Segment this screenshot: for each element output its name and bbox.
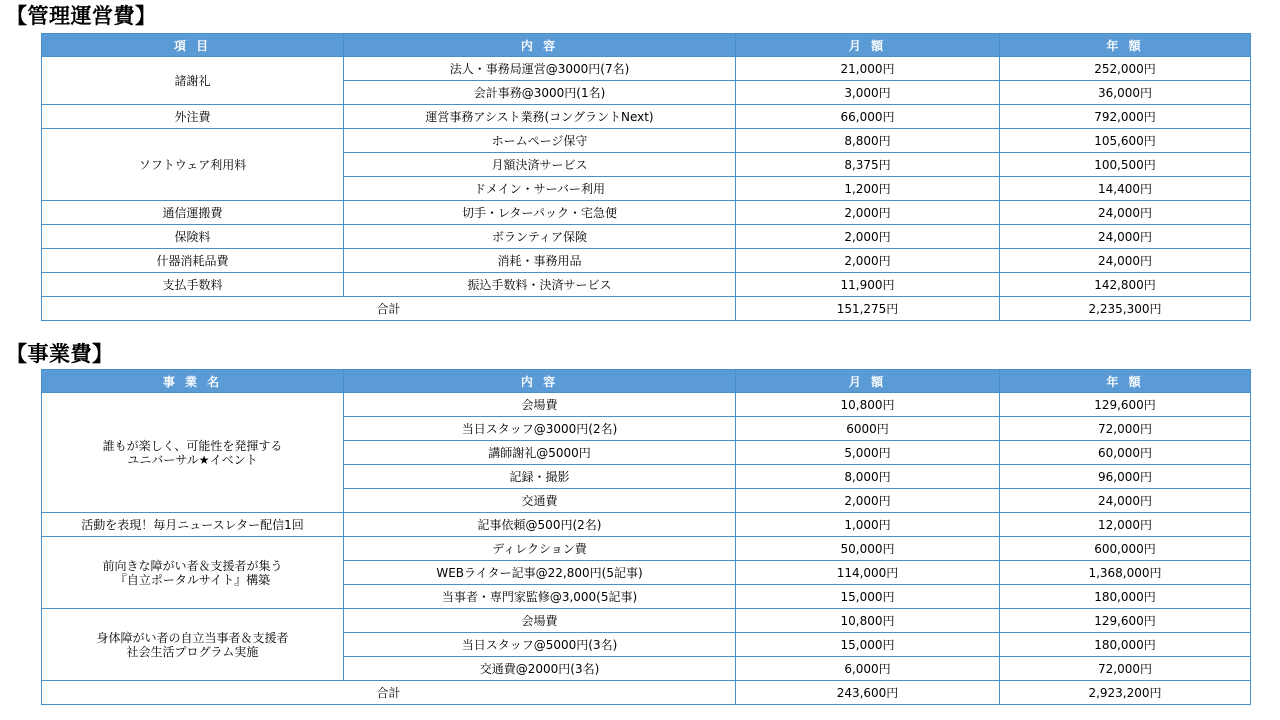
annual-cell: 180,000円 (1000, 585, 1251, 609)
total-row (42, 681, 1251, 705)
monthly-cell: 114,000円 (736, 561, 1000, 585)
biz-section-title: 【事業費】 (6, 342, 114, 366)
item-label-line: 『自立ポータルサイト』構築 (114, 572, 271, 587)
item-label-line: 前向きな障がい者＆支援者が集う (102, 558, 283, 573)
total-row (42, 297, 1251, 321)
annual-cell: 792,000円 (1000, 105, 1251, 129)
annual-cell: 96,000円 (1000, 465, 1251, 489)
item-label-line: ソフトウェア利用料 (138, 157, 247, 172)
row-item-cell (42, 537, 344, 609)
monthly-cell: 1,200円 (736, 177, 1000, 201)
total-annual: 2,923,200円 (1000, 681, 1251, 705)
header-annual: 年 額 (1000, 370, 1251, 393)
content-cell: 月額決済サービス (344, 153, 736, 177)
content-cell: 振込手数料・決済サービス (344, 273, 736, 297)
content-cell: 会計事務@3000円(1名) (344, 81, 736, 105)
row-item-cell (42, 609, 344, 681)
header-item: 項 目 (42, 34, 344, 57)
annual-cell: 600,000円 (1000, 537, 1251, 561)
monthly-cell: 8,375円 (736, 153, 1000, 177)
header-monthly: 月 額 (736, 34, 1000, 57)
annual-cell: 105,600円 (1000, 129, 1251, 153)
row-item-cell (42, 225, 344, 249)
table-row (42, 57, 1251, 81)
content-cell: 講師謝礼@5000円 (344, 441, 736, 465)
monthly-cell: 50,000円 (736, 537, 1000, 561)
annual-cell: 60,000円 (1000, 441, 1251, 465)
item-label-line: 外注費 (174, 109, 211, 124)
item-label-line: 社会生活プログラム実施 (126, 644, 259, 659)
row-item-cell (42, 57, 344, 105)
table-header-row (42, 34, 1251, 57)
row-item-cell (42, 201, 344, 225)
total-annual: 2,235,300円 (1000, 297, 1251, 321)
annual-cell: 100,500円 (1000, 153, 1251, 177)
content-cell: ホームページ保守 (344, 129, 736, 153)
item-label-line: 什器消耗品費 (156, 253, 229, 268)
content-cell: 消耗・事務用品 (344, 249, 736, 273)
table-row (42, 249, 1251, 273)
content-cell: ボランティア保険 (344, 225, 736, 249)
header-annual: 年 額 (1000, 34, 1251, 57)
content-cell: WEBライター記事@22,800円(5記事) (344, 561, 736, 585)
content-cell: 法人・事務局運営@3000円(7名) (344, 57, 736, 81)
annual-cell: 72,000円 (1000, 417, 1251, 441)
biz-cost-table (41, 369, 1251, 705)
monthly-cell: 21,000円 (736, 57, 1000, 81)
total-monthly: 243,600円 (736, 681, 1000, 705)
header-monthly: 月 額 (736, 370, 1000, 393)
content-cell: 交通費@2000円(3名) (344, 657, 736, 681)
content-cell: 切手・レターパック・宅急便 (344, 201, 736, 225)
annual-cell: 12,000円 (1000, 513, 1251, 537)
item-label-line: 活動を表現！毎月ニュースレター配信1回 (81, 517, 304, 532)
content-cell: ディレクション費 (344, 537, 736, 561)
monthly-cell: 15,000円 (736, 633, 1000, 657)
mgmt-cost-table (41, 33, 1251, 321)
annual-cell: 180,000円 (1000, 633, 1251, 657)
header-project: 事 業 名 (42, 370, 344, 393)
table-row (42, 129, 1251, 153)
annual-cell: 252,000円 (1000, 57, 1251, 81)
item-label-line: 身体障がい者の自立当事者＆支援者 (96, 630, 289, 645)
table-row (42, 609, 1251, 633)
monthly-cell: 10,800円 (736, 609, 1000, 633)
item-label-line: 保険料 (174, 229, 211, 244)
monthly-cell: 10,800円 (736, 393, 1000, 417)
item-label-line: 支払手数料 (162, 277, 223, 292)
header-content: 内 容 (344, 370, 736, 393)
row-item-cell (42, 393, 344, 513)
table-row (42, 393, 1251, 417)
monthly-cell: 15,000円 (736, 585, 1000, 609)
monthly-cell: 2,000円 (736, 249, 1000, 273)
row-item-cell (42, 249, 344, 273)
total-monthly: 151,275円 (736, 297, 1000, 321)
content-cell: 会場費 (344, 393, 736, 417)
monthly-cell: 6000円 (736, 417, 1000, 441)
content-cell: 当日スタッフ@3000円(2名) (344, 417, 736, 441)
item-label-line: 通信運搬費 (162, 205, 223, 220)
table-row (42, 201, 1251, 225)
monthly-cell: 2,000円 (736, 489, 1000, 513)
row-item-cell (42, 513, 344, 537)
monthly-cell: 2,000円 (736, 201, 1000, 225)
annual-cell: 129,600円 (1000, 609, 1251, 633)
annual-cell: 1,368,000円 (1000, 561, 1251, 585)
table-header-row (42, 370, 1251, 393)
monthly-cell: 2,000円 (736, 225, 1000, 249)
monthly-cell: 3,000円 (736, 81, 1000, 105)
table-row (42, 225, 1251, 249)
total-label: 合計 (42, 681, 736, 705)
monthly-cell: 11,900円 (736, 273, 1000, 297)
content-cell: 交通費 (344, 489, 736, 513)
annual-cell: 24,000円 (1000, 201, 1251, 225)
content-cell: 当事者・専門家監修@3,000(5記事) (344, 585, 736, 609)
item-label-line: 誰もが楽しく、可能性を発揮する (102, 438, 283, 453)
item-label-line: ユニバーサル★イベント (127, 452, 258, 467)
content-cell: 記事依頼@500円(2名) (344, 513, 736, 537)
table-row (42, 537, 1251, 561)
row-item-cell (42, 129, 344, 201)
annual-cell: 129,600円 (1000, 393, 1251, 417)
monthly-cell: 1,000円 (736, 513, 1000, 537)
monthly-cell: 8,800円 (736, 129, 1000, 153)
annual-cell: 142,800円 (1000, 273, 1251, 297)
table-row (42, 105, 1251, 129)
row-item-cell (42, 105, 344, 129)
content-cell: ドメイン・サーバー利用 (344, 177, 736, 201)
monthly-cell: 6,000円 (736, 657, 1000, 681)
content-cell: 記録・撮影 (344, 465, 736, 489)
content-cell: 会場費 (344, 609, 736, 633)
annual-cell: 24,000円 (1000, 249, 1251, 273)
annual-cell: 72,000円 (1000, 657, 1251, 681)
annual-cell: 36,000円 (1000, 81, 1251, 105)
content-cell: 当日スタッフ@5000円(3名) (344, 633, 736, 657)
annual-cell: 24,000円 (1000, 225, 1251, 249)
monthly-cell: 8,000円 (736, 465, 1000, 489)
row-item-cell (42, 273, 344, 297)
annual-cell: 14,400円 (1000, 177, 1251, 201)
table-row (42, 273, 1251, 297)
monthly-cell: 5,000円 (736, 441, 1000, 465)
mgmt-section-title: 【管理運営費】 (6, 4, 157, 28)
monthly-cell: 66,000円 (736, 105, 1000, 129)
content-cell: 運営事務アシスト業務(コングラントNext) (344, 105, 736, 129)
total-label: 合計 (42, 297, 736, 321)
header-content: 内 容 (344, 34, 736, 57)
table-row (42, 513, 1251, 537)
item-label-line: 諸謝礼 (174, 73, 211, 88)
annual-cell: 24,000円 (1000, 489, 1251, 513)
